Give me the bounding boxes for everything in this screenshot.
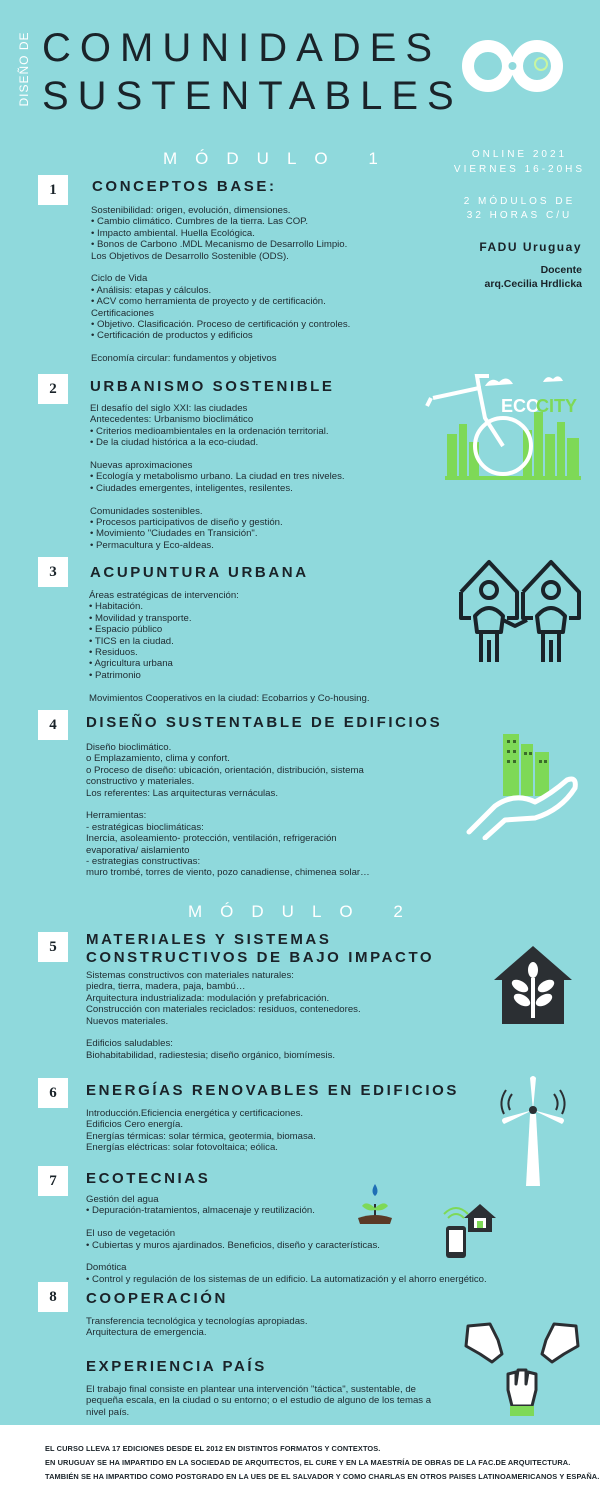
section-number-6: 6 xyxy=(38,1078,68,1108)
title-line-1: COMUNIDADES xyxy=(42,26,442,70)
wind-turbine-icon xyxy=(490,1072,576,1188)
section-title-1: CONCEPTOS BASE: xyxy=(92,178,277,195)
section-number-7: 7 xyxy=(38,1166,68,1196)
section-body-6: Introducción.Eficiencia energética y certificaciones. Edificios Cero energía. Energías térmicas: solar térmica, geotermia, biomasa. Energías eléctricas: solar fotovoltaica; eólica. xyxy=(86,1108,316,1154)
title-line-2: SUSTENTABLES xyxy=(42,74,463,118)
section-title-5: MATERIALES Y SISTEMAS CONSTRUCTIVOS DE BAJO IMPACTO xyxy=(86,931,435,966)
module-2-label: MÓDULO 2 xyxy=(188,902,421,921)
section-number-2: 2 xyxy=(38,374,68,404)
footer-line-2: EN URUGUAY SE HA IMPARTIDO EN LA SOCIEDAD DE ARQUITECTOS, EL CURE Y EN LA MAESTRÍA DE OBRAS DE LA FAC.DE ARQUITECTURA. xyxy=(45,1458,571,1467)
section-title-2: URBANISMO SOSTENIBLE xyxy=(90,378,335,395)
side-label: DISEÑO DE xyxy=(17,31,31,107)
section-body-3: Áreas estratégicas de intervención: • Habitación. • Movilidad y transporte. • Espacio público • TICS en la ciudad. • Residuos. • Agricultura urbana • Patrimonio Movimientos Cooperativos en la ciudad: Ecobarrios y Co-housing. xyxy=(89,590,370,704)
section-body-experiencia: El trabajo final consiste en plantear una intervención "táctica", sustentable, de pequeña escala, en la ciudad o su entorno; o el estudio de alguno de los temas a nivel país. xyxy=(86,1384,432,1418)
plant-house-icon xyxy=(490,942,576,1028)
teacher-role: Docente xyxy=(540,264,582,276)
section-body-2: El desafío del siglo XXI: las ciudades Antecedentes: Urbanismo bioclimático • Criterios medioambientales en la ordenación territorial. • De la ciudad histórica a la eco-ciudad. Nuevas aproximaciones • Ecología y metabolismo urbano. La ciudad en tres niveles. • Ciudades emergentes, inteligentes, resilentes. Comunidades sostenibles. • Procesos participativos de diseño y gestión. • Movimiento "Ciudades en Transición". • Permacultura y Eco-aldeas. xyxy=(90,403,345,551)
teacher-name: arq.Cecilia Hrdlicka xyxy=(484,278,582,290)
seedling-water-icon xyxy=(352,1182,398,1226)
hand-holding-buildings-icon xyxy=(465,728,585,840)
section-title-8: COOPERACIÓN xyxy=(86,1290,228,1307)
online-label: ONLINE 2021 xyxy=(471,149,568,160)
org-label: FADU Uruguay xyxy=(479,240,582,254)
section-body-4: Diseño bioclimático. o Emplazamiento, clima y confort. o Proceso de diseño: ubicación, orientación, distribución, sistema constructivo y materiales. Los referentes: Las arquitecturas vernáculas. Herramientas: - estratégicas bioclimáticas: Inercia, asoleamiento- protección, ventilación, refrigeración evaporativa/ aislamiento - estrategias constructivas: muro trombé, torres de viento, pozo canadiense, chimenea solar… xyxy=(86,742,370,879)
section-number-1: 1 xyxy=(38,175,68,205)
eco-word: ECO xyxy=(501,396,541,416)
section-number-3: 3 xyxy=(38,557,68,587)
city-word: CITY xyxy=(536,396,578,416)
section-body-7: Gestión del agua • Depuración-tratamientos, almacenaje y reutilización. El uso de vegetación • Cubiertas y muros ajardinados. Beneficios, diseño y características. Domótica • Control y regulación de los sistemas de un edificio. La automatización y el ahorro energético. xyxy=(86,1194,487,1285)
section-title-4: DISEÑO SUSTENTABLE DE EDIFICIOS xyxy=(86,714,443,731)
section-title-3: ACUPUNTURA URBANA xyxy=(90,564,309,581)
section-title-7: ECOTECNIAS xyxy=(86,1170,211,1187)
footer-line-3: TAMBIÉN SE HA IMPARTIDO COMO POSTGRADO EN LA UES DE EL SALVADOR Y COMO CHARLAS EN OTROS PAISES LATINOAMERICANOS Y ESPAÑA. xyxy=(45,1472,600,1481)
infinity-logo-icon xyxy=(455,30,573,102)
schedule-label: VIERNES 16-20HS xyxy=(453,164,586,175)
section-body-5: Sistemas constructivos con materiales naturales: piedra, tierra, madera, paja, bambú… Arquitectura industrializada: modulación y prefabricación. Construcción con materiales reciclados: residuos, contenedores. Nuevos materiales. Edificios saludables: Biohabitabilidad, radiestesia; diseño orgánico, biomímesis. xyxy=(86,970,361,1061)
modules-line-2: 32 HORAS C/U xyxy=(466,210,573,221)
smart-home-icon xyxy=(440,1202,498,1260)
footer-line-1: EL CURSO LLEVA 17 EDICIONES DESDE EL 2012 EN DISTINTOS FORMATOS Y CONTEXTOS. xyxy=(45,1444,381,1453)
modules-line-1: 2 MÓDULOS DE xyxy=(463,196,576,207)
section-number-8: 8 xyxy=(38,1282,68,1312)
section-title-6: ENERGÍAS RENOVABLES EN EDIFICIOS xyxy=(86,1082,459,1099)
section-title-experiencia: EXPERIENCIA PAÍS xyxy=(86,1358,267,1375)
section-body-1: Sostenibilidad: origen, evolución, dimensiones. • Cambio climático. Cumbres de la tierra. Las COP. • Impacto ambiental. Huella Ecológica. • Bonos de Carbono .MDL Mecanismo de Desarrollo Limpio. Los Objetivos de Desarrollo Sostenible (ODS). Ciclo de Vida • Análisis: etapas y cálculos. • ACV como herramienta de proyecto y de certificación. Certificaciones • Objetivo. Clasificación. Proceso de certificación y controles. • Certificación de productos y edificios Economía circular: fundamentos y objetivos xyxy=(91,205,351,365)
section-body-8: Transferencia tecnológica y tecnologías apropiadas. Arquitectura de emergencia. xyxy=(86,1316,308,1339)
community-people-icon xyxy=(455,556,585,668)
cooperation-hands-icon xyxy=(462,1318,582,1420)
module-1-label: MÓDULO 1 xyxy=(163,149,396,168)
section-number-4: 4 xyxy=(38,710,68,740)
section-number-5: 5 xyxy=(38,932,68,962)
eco-city-icon xyxy=(425,372,585,484)
